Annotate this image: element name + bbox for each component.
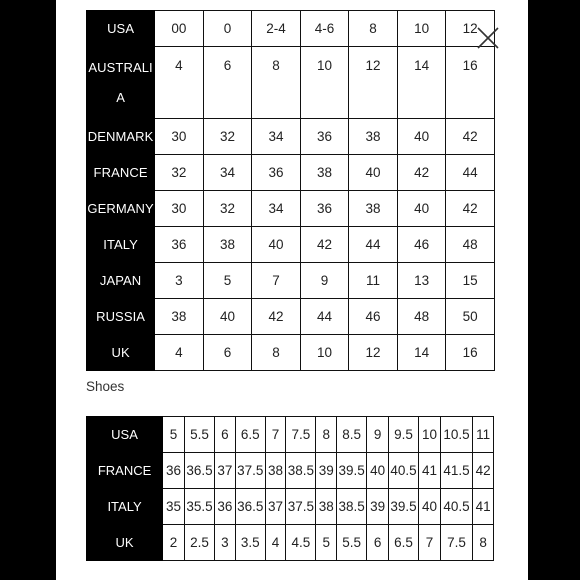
shoes-size-cell: 10.5 <box>440 417 472 453</box>
clothing-size-cell: 44 <box>446 155 495 191</box>
clothing-size-cell: 3 <box>155 263 204 299</box>
clothing-size-cell: 34 <box>203 155 252 191</box>
shoes-size-cell: 6.5 <box>235 417 265 453</box>
shoes-size-cell: 8 <box>473 525 494 561</box>
shoes-size-cell: 38 <box>265 453 286 489</box>
shoes-size-cell: 39 <box>316 453 337 489</box>
clothing-row-label: JAPAN <box>87 263 155 299</box>
shoes-size-cell: 37.5 <box>235 453 265 489</box>
shoes-size-cell: 7.5 <box>440 525 472 561</box>
clothing-size-cell: 46 <box>397 227 446 263</box>
close-button[interactable] <box>476 26 500 50</box>
shoes-size-cell: 38.5 <box>286 453 316 489</box>
shoes-size-cell: 36.5 <box>185 453 215 489</box>
clothing-size-cell: 40 <box>252 227 301 263</box>
shoes-size-cell: 8.5 <box>337 417 367 453</box>
clothing-row <box>87 119 495 155</box>
clothing-size-cell: 32 <box>203 119 252 155</box>
clothing-size-cell: 12 <box>349 47 398 119</box>
clothing-row-label: AUSTRALIA <box>87 47 155 119</box>
shoes-size-cell: 7.5 <box>286 417 316 453</box>
clothing-size-cell: 4 <box>155 335 204 371</box>
shoes-size-cell: 6.5 <box>389 525 419 561</box>
shoes-size-cell: 10 <box>419 417 441 453</box>
shoes-size-cell: 9 <box>367 417 389 453</box>
shoes-size-cell: 39.5 <box>337 453 367 489</box>
clothing-row <box>87 191 495 227</box>
clothing-size-cell: 15 <box>446 263 495 299</box>
shoes-size-cell: 5.5 <box>185 417 215 453</box>
shoes-size-cell: 37 <box>214 453 235 489</box>
shoes-size-cell: 41 <box>419 453 441 489</box>
clothing-size-cell: 11 <box>349 263 398 299</box>
shoes-size-cell: 40 <box>419 489 441 525</box>
clothing-size-cell: 44 <box>349 227 398 263</box>
clothing-size-cell: 38 <box>349 191 398 227</box>
shoes-size-cell: 6 <box>367 525 389 561</box>
clothing-size-cell: 40 <box>397 191 446 227</box>
shoes-size-cell: 40.5 <box>389 453 419 489</box>
shoes-size-cell: 40.5 <box>440 489 472 525</box>
clothing-size-cell: 7 <box>252 263 301 299</box>
clothing-size-cell: 8 <box>252 335 301 371</box>
clothing-size-cell: 42 <box>300 227 349 263</box>
shoes-size-cell: 7 <box>419 525 441 561</box>
clothing-size-table <box>86 10 495 371</box>
clothing-row <box>87 227 495 263</box>
shoes-row-label: ITALY <box>87 489 163 525</box>
shoes-size-cell: 35.5 <box>185 489 215 525</box>
shoes-size-cell: 37.5 <box>286 489 316 525</box>
clothing-size-cell: 2-4 <box>252 11 301 47</box>
clothing-size-cell: 8 <box>349 11 398 47</box>
shoes-size-cell: 8 <box>316 417 337 453</box>
shoes-size-cell: 5 <box>163 417 185 453</box>
shoes-heading: Shoes <box>86 379 125 394</box>
clothing-size-cell: 36 <box>252 155 301 191</box>
shoes-size-cell: 36 <box>163 453 185 489</box>
shoes-row-label: FRANCE <box>87 453 163 489</box>
shoes-row <box>87 453 494 489</box>
clothing-row-label: ITALY <box>87 227 155 263</box>
clothing-size-cell: 13 <box>397 263 446 299</box>
clothing-size-cell: 48 <box>446 227 495 263</box>
clothing-size-cell: 5 <box>203 263 252 299</box>
shoes-size-cell: 3 <box>214 525 235 561</box>
clothing-size-cell: 32 <box>155 155 204 191</box>
clothing-size-cell: 44 <box>300 299 349 335</box>
shoes-size-cell: 11 <box>473 417 494 453</box>
clothing-size-cell: 36 <box>300 119 349 155</box>
clothing-size-cell: 34 <box>252 191 301 227</box>
clothing-size-cell: 40 <box>397 119 446 155</box>
clothing-row-label: GERMANY <box>87 191 155 227</box>
clothing-row <box>87 155 495 191</box>
clothing-size-cell: 50 <box>446 299 495 335</box>
clothing-row-label: USA <box>87 11 155 47</box>
shoes-row-label: UK <box>87 525 163 561</box>
clothing-size-cell: 16 <box>446 335 495 371</box>
shoes-size-cell: 4.5 <box>286 525 316 561</box>
clothing-row-label: DENMARK <box>87 119 155 155</box>
shoes-row <box>87 525 494 561</box>
shoes-size-cell: 38 <box>316 489 337 525</box>
shoes-size-cell: 42 <box>473 453 494 489</box>
clothing-size-cell: 46 <box>349 299 398 335</box>
clothing-size-cell: 30 <box>155 191 204 227</box>
clothing-size-cell: 12 <box>349 335 398 371</box>
clothing-size-cell: 42 <box>397 155 446 191</box>
clothing-size-cell: 8 <box>252 47 301 119</box>
clothing-size-cell: 38 <box>349 119 398 155</box>
shoes-size-cell: 5 <box>316 525 337 561</box>
shoes-size-cell: 36.5 <box>235 489 265 525</box>
shoes-size-cell: 2.5 <box>185 525 215 561</box>
clothing-size-cell: 12 <box>446 11 495 47</box>
clothing-size-cell: 34 <box>252 119 301 155</box>
close-icon <box>476 26 500 50</box>
shoes-size-cell: 40 <box>367 453 389 489</box>
clothing-size-cell: 36 <box>155 227 204 263</box>
shoe-size-table <box>86 416 494 561</box>
shoes-size-cell: 2 <box>163 525 185 561</box>
clothing-row <box>87 335 495 371</box>
clothing-size-cell: 32 <box>203 191 252 227</box>
clothing-row <box>87 47 495 119</box>
clothing-size-cell: 14 <box>397 47 446 119</box>
clothing-row <box>87 263 495 299</box>
shoes-size-cell: 37 <box>265 489 286 525</box>
shoes-size-cell: 9.5 <box>389 417 419 453</box>
clothing-size-cell: 42 <box>446 191 495 227</box>
shoes-row <box>87 489 494 525</box>
clothing-size-cell: 36 <box>300 191 349 227</box>
shoes-row <box>87 417 494 453</box>
shoes-size-cell: 6 <box>214 417 235 453</box>
clothing-size-cell: 38 <box>155 299 204 335</box>
clothing-row-label: FRANCE <box>87 155 155 191</box>
clothing-size-cell: 40 <box>349 155 398 191</box>
shoes-size-cell: 39 <box>367 489 389 525</box>
shoes-size-cell: 41 <box>473 489 494 525</box>
shoes-size-cell: 4 <box>265 525 286 561</box>
clothing-size-cell: 10 <box>397 11 446 47</box>
clothing-row <box>87 11 495 47</box>
shoes-size-cell: 41.5 <box>440 453 472 489</box>
shoes-size-cell: 3.5 <box>235 525 265 561</box>
clothing-size-cell: 4 <box>155 47 204 119</box>
clothing-size-cell: 42 <box>252 299 301 335</box>
clothing-size-cell: 42 <box>446 119 495 155</box>
shoes-size-cell: 7 <box>265 417 286 453</box>
clothing-size-cell: 38 <box>300 155 349 191</box>
clothing-size-cell: 0 <box>203 11 252 47</box>
clothing-size-cell: 38 <box>203 227 252 263</box>
shoes-size-cell: 5.5 <box>337 525 367 561</box>
clothing-size-cell: 14 <box>397 335 446 371</box>
clothing-size-cell: 00 <box>155 11 204 47</box>
clothing-row <box>87 299 495 335</box>
clothing-size-cell: 6 <box>203 335 252 371</box>
clothing-size-cell: 9 <box>300 263 349 299</box>
clothing-size-cell: 30 <box>155 119 204 155</box>
clothing-size-cell: 48 <box>397 299 446 335</box>
clothing-row-label: UK <box>87 335 155 371</box>
shoes-size-cell: 35 <box>163 489 185 525</box>
shoes-size-cell: 39.5 <box>389 489 419 525</box>
shoes-size-cell: 38.5 <box>337 489 367 525</box>
clothing-size-cell: 10 <box>300 335 349 371</box>
clothing-size-cell: 4-6 <box>300 11 349 47</box>
clothing-size-cell: 10 <box>300 47 349 119</box>
clothing-size-cell: 6 <box>203 47 252 119</box>
shoes-row-label: USA <box>87 417 163 453</box>
clothing-size-cell: 16 <box>446 47 495 119</box>
clothing-size-cell: 40 <box>203 299 252 335</box>
clothing-row-label: RUSSIA <box>87 299 155 335</box>
shoes-size-cell: 36 <box>214 489 235 525</box>
